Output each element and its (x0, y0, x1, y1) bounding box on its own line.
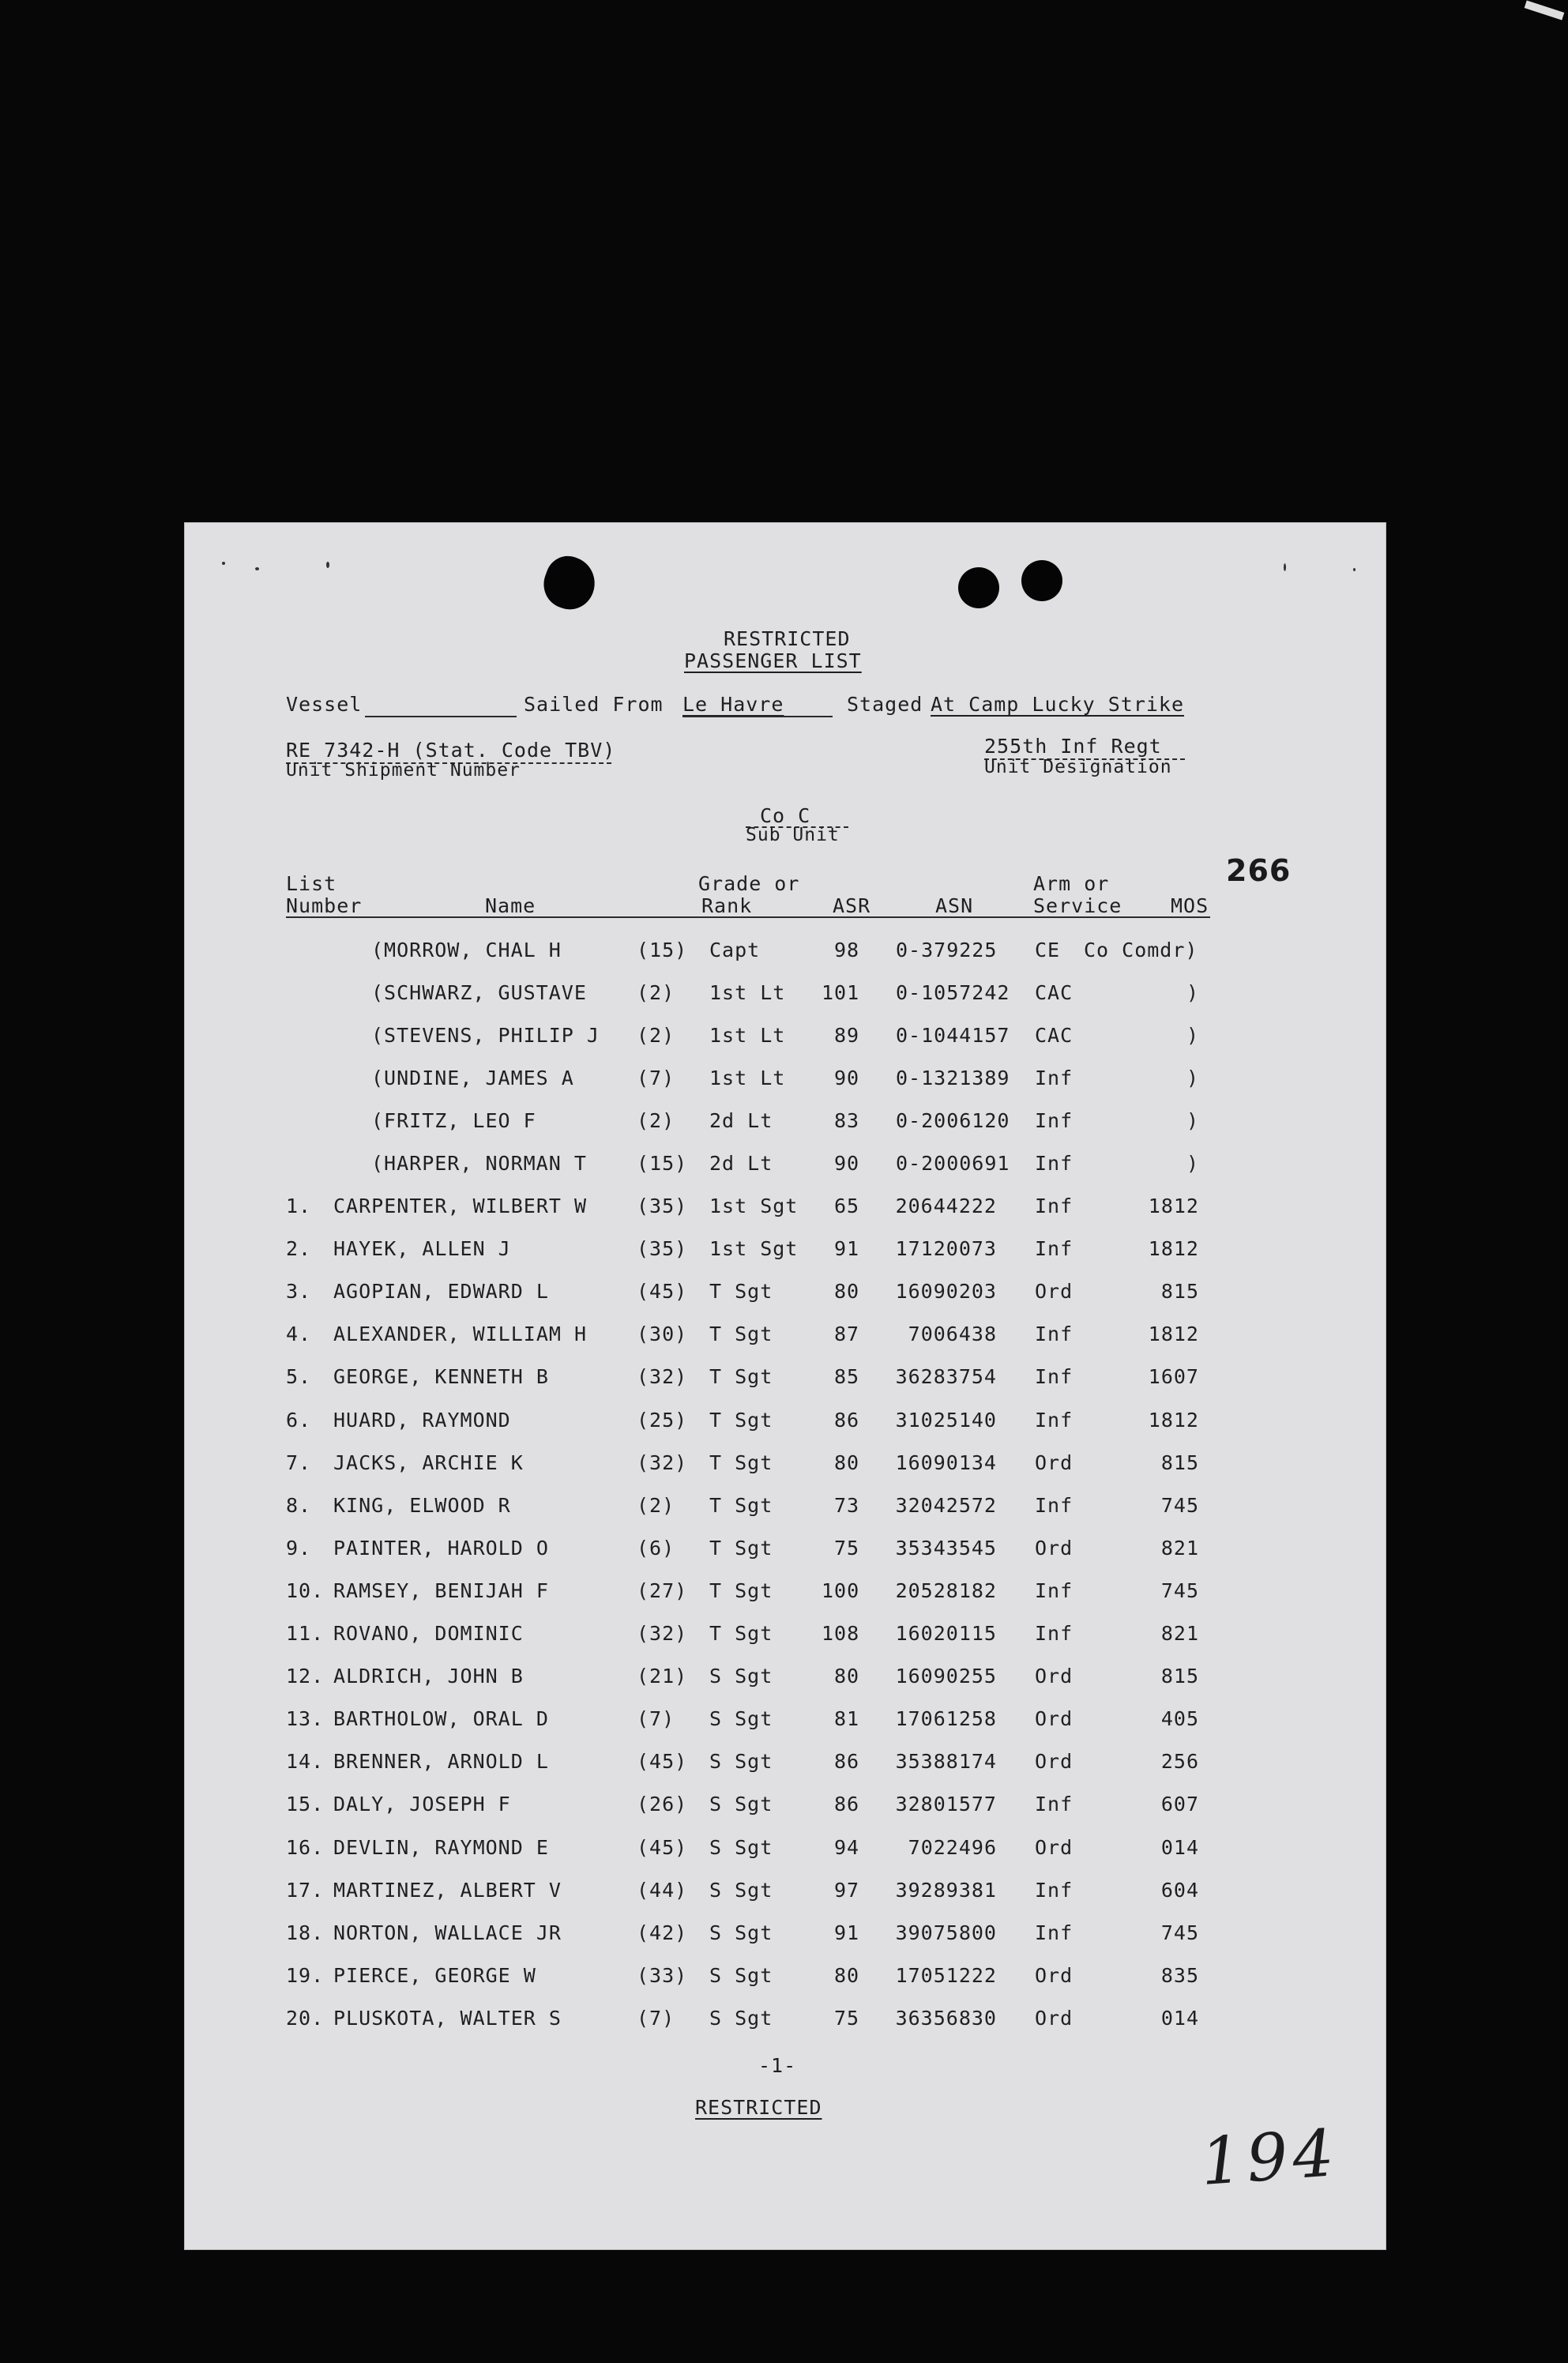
officer-name: (MORROW, CHAL H (371, 939, 562, 961)
enlisted-number: 13. (286, 1707, 325, 1731)
enlisted-asr: 80 (834, 1451, 860, 1474)
officer-asn: 0-1044157 (896, 1024, 1010, 1047)
unit-shipment-number: RE 7342-H (Stat. Code TBV) (286, 739, 616, 762)
officer-mos: ) (1186, 1152, 1200, 1175)
enlisted-rank: S Sgt (709, 1665, 773, 1688)
enlisted-name: RAMSEY, BENIJAH F (333, 1578, 549, 1602)
enlisted-row (0, 1494, 1568, 1526)
enlisted-asn: 16020115 (895, 1622, 997, 1645)
sub-unit-value: Co C (760, 804, 811, 827)
enlisted-asr: 80 (834, 1665, 860, 1688)
enlisted-asr: 73 (834, 1493, 860, 1517)
enlisted-mos: 607 (1160, 1793, 1199, 1816)
officer-name: (STEVENS, PHILIP J (371, 1024, 600, 1047)
enlisted-name: DALY, JOSEPH F (333, 1793, 511, 1816)
officer-row (0, 981, 1568, 1013)
officer-mos: ) (1186, 1067, 1200, 1089)
officer-asr: 98 (834, 939, 860, 961)
officer-row (0, 939, 1568, 970)
enlisted-code: (21) (637, 1665, 688, 1688)
enlisted-mos: 745 (1160, 1493, 1199, 1517)
officer-name: (HARPER, NORMAN T (371, 1152, 587, 1175)
enlisted-asr: 65 (834, 1195, 860, 1217)
enlisted-row (0, 1836, 1568, 1868)
enlisted-arm: Inf (1035, 1793, 1074, 1816)
enlisted-asr: 100 (822, 1578, 860, 1602)
enlisted-asr: 91 (834, 1237, 860, 1261)
col-rank: Rank (701, 894, 753, 917)
officer-row (0, 1067, 1568, 1098)
officer-asn: 0-2006120 (896, 1109, 1010, 1132)
enlisted-mos: 1812 (1148, 1237, 1199, 1261)
enlisted-rank: T Sgt (709, 1365, 773, 1389)
enlisted-name: AGOPIAN, EDWARD L (333, 1280, 549, 1304)
officer-code: (2) (637, 1024, 675, 1047)
punch-hole-right (1021, 560, 1062, 601)
enlisted-name: PLUSKOTA, WALTER S (333, 2006, 562, 2030)
col-name: Name (485, 894, 536, 917)
unit-designation: 255th Inf Regt (984, 735, 1162, 758)
enlisted-arm: Ord (1035, 1750, 1074, 1774)
enlisted-asr: 86 (834, 1750, 860, 1774)
col-number: Number (286, 894, 363, 917)
officer-row (0, 1024, 1568, 1055)
enlisted-row (0, 1707, 1568, 1739)
enlisted-number: 20. (286, 2006, 325, 2030)
enlisted-mos: 821 (1160, 1536, 1199, 1560)
enlisted-rank: S Sgt (709, 1793, 773, 1816)
enlisted-row (0, 1365, 1568, 1397)
enlisted-asn: 20528182 (895, 1578, 997, 1602)
enlisted-asr: 75 (834, 1536, 860, 1560)
officer-asr: 90 (834, 1152, 860, 1175)
enlisted-rank: S Sgt (709, 1921, 773, 1944)
enlisted-row (0, 1537, 1568, 1568)
staged-value: At Camp Lucky Strike (931, 693, 1185, 716)
enlisted-row (0, 2007, 1568, 2038)
enlisted-arm: Inf (1035, 1493, 1074, 1517)
officer-code: (7) (637, 1067, 675, 1089)
officer-asn: 0-1321389 (896, 1067, 1010, 1089)
corner-scratch (1525, 1, 1565, 21)
enlisted-rank: S Sgt (709, 2006, 773, 2030)
enlisted-code: (44) (637, 1878, 688, 1902)
enlisted-asn: 36356830 (895, 2006, 997, 2030)
enlisted-arm: Inf (1035, 1921, 1074, 1944)
officer-code: (15) (637, 939, 688, 961)
enlisted-arm: Inf (1035, 1195, 1074, 1217)
punch-hole-center (958, 567, 999, 608)
enlisted-number: 4. (286, 1323, 312, 1346)
enlisted-asn: 32042572 (895, 1493, 997, 1517)
enlisted-arm: Ord (1035, 1707, 1074, 1731)
enlisted-mos: 745 (1160, 1578, 1199, 1602)
enlisted-rank: T Sgt (709, 1408, 773, 1432)
unit-shipment-label: Unit Shipment Number (286, 760, 521, 781)
enlisted-code: (32) (637, 1622, 688, 1645)
enlisted-asn: 32801577 (895, 1793, 997, 1816)
enlisted-mos: 014 (1160, 2006, 1199, 2030)
enlisted-arm: Inf (1035, 1237, 1074, 1261)
enlisted-arm: Inf (1035, 1578, 1074, 1602)
enlisted-arm: Inf (1035, 1622, 1074, 1645)
enlisted-row (0, 1409, 1568, 1440)
enlisted-number: 19. (286, 1963, 325, 1987)
page-number: -1- (758, 2054, 797, 2077)
enlisted-name: CARPENTER, WILBERT W (333, 1195, 588, 1217)
enlisted-name: NORTON, WALLACE JR (333, 1921, 562, 1944)
col-asr: ASR (833, 894, 871, 917)
enlisted-asn: 20644222 (895, 1195, 997, 1217)
enlisted-rank: S Sgt (709, 1835, 773, 1859)
enlisted-code: (30) (637, 1323, 688, 1346)
enlisted-row (0, 1879, 1568, 1910)
officer-rank: 2d Lt (709, 1109, 773, 1132)
enlisted-asn: 16090255 (895, 1665, 997, 1688)
enlisted-arm: Ord (1035, 1835, 1074, 1859)
enlisted-number: 11. (286, 1622, 325, 1645)
enlisted-code: (25) (637, 1408, 688, 1432)
enlisted-mos: 1812 (1148, 1195, 1199, 1217)
enlisted-rank: T Sgt (709, 1493, 773, 1517)
enlisted-name: DEVLIN, RAYMOND E (333, 1835, 549, 1859)
enlisted-asr: 86 (834, 1408, 860, 1432)
enlisted-asn: 35388174 (895, 1750, 997, 1774)
punch-hole-left (537, 550, 603, 616)
enlisted-asr: 87 (834, 1323, 860, 1346)
enlisted-name: PIERCE, GEORGE W (333, 1963, 536, 1987)
enlisted-name: HAYEK, ALLEN J (333, 1237, 511, 1261)
enlisted-asr: 91 (834, 1921, 860, 1944)
enlisted-asr: 86 (834, 1793, 860, 1816)
officer-asr: 101 (822, 981, 860, 1004)
enlisted-mos: 1812 (1148, 1323, 1199, 1346)
enlisted-name: KING, ELWOOD R (333, 1493, 511, 1517)
enlisted-asr: 80 (834, 1963, 860, 1987)
enlisted-row (0, 1579, 1568, 1611)
enlisted-asr: 85 (834, 1365, 860, 1389)
sailed-from-value: Le Havre (682, 693, 784, 716)
enlisted-code: (35) (637, 1195, 688, 1217)
col-asn: ASN (935, 894, 974, 917)
enlisted-mos: 1607 (1148, 1365, 1199, 1389)
footer-restricted: RESTRICTED (695, 2096, 822, 2119)
enlisted-row (0, 1280, 1568, 1311)
enlisted-asn: 7006438 (908, 1323, 997, 1346)
speck (255, 567, 259, 570)
enlisted-asr: 94 (834, 1835, 860, 1859)
enlisted-number: 6. (286, 1408, 312, 1432)
enlisted-asr: 108 (822, 1622, 860, 1645)
officer-arm: Inf (1035, 1109, 1074, 1132)
enlisted-number: 14. (286, 1750, 325, 1774)
enlisted-number: 10. (286, 1578, 325, 1602)
officer-asn: 0-379225 (896, 939, 998, 961)
enlisted-asn: 31025140 (895, 1408, 997, 1432)
speck (326, 562, 329, 568)
enlisted-number: 5. (286, 1365, 312, 1389)
enlisted-asn: 16090203 (895, 1280, 997, 1304)
officer-rank: 2d Lt (709, 1152, 773, 1175)
enlisted-row (0, 1451, 1568, 1483)
enlisted-number: 12. (286, 1665, 325, 1688)
enlisted-number: 18. (286, 1921, 325, 1944)
enlisted-arm: Ord (1035, 1280, 1074, 1304)
officer-asn: 0-2000691 (896, 1152, 1010, 1175)
enlisted-mos: 405 (1160, 1707, 1199, 1731)
enlisted-asn: 39075800 (895, 1921, 997, 1944)
enlisted-rank: T Sgt (709, 1578, 773, 1602)
enlisted-rank: T Sgt (709, 1280, 773, 1304)
officer-arm: Inf (1035, 1067, 1074, 1089)
enlisted-asn: 39289381 (895, 1878, 997, 1902)
enlisted-number: 17. (286, 1878, 325, 1902)
enlisted-rank: 1st Sgt (709, 1195, 799, 1217)
enlisted-row (0, 1793, 1568, 1824)
officer-row (0, 1109, 1568, 1141)
sailed-from-label: Sailed From (524, 693, 664, 716)
enlisted-code: (45) (637, 1835, 688, 1859)
enlisted-code: (32) (637, 1451, 688, 1474)
officer-name: (FRITZ, LEO F (371, 1109, 536, 1132)
enlisted-asn: 35343545 (895, 1536, 997, 1560)
enlisted-code: (7) (637, 1707, 675, 1731)
officer-name: (UNDINE, JAMES A (371, 1067, 574, 1089)
officer-code: (2) (637, 981, 675, 1004)
unit-designation-label: Unit Designation (984, 757, 1172, 777)
enlisted-rank: S Sgt (709, 1878, 773, 1902)
col-service: Service (1033, 894, 1122, 917)
enlisted-code: (32) (637, 1365, 688, 1389)
enlisted-mos: 815 (1160, 1451, 1199, 1474)
col-list: List (286, 872, 337, 895)
officer-rank: Capt (709, 939, 761, 961)
staged-label: Staged (847, 693, 923, 716)
enlisted-arm: Ord (1035, 1963, 1074, 1987)
enlisted-row (0, 1665, 1568, 1696)
enlisted-name: ALDRICH, JOHN B (333, 1665, 524, 1688)
officer-asr: 83 (834, 1109, 860, 1132)
enlisted-asr: 75 (834, 2006, 860, 2030)
officer-code: (15) (637, 1152, 688, 1175)
enlisted-code: (45) (637, 1750, 688, 1774)
enlisted-arm: Inf (1035, 1878, 1074, 1902)
officer-arm: CAC (1035, 981, 1074, 1004)
officer-asr: 89 (834, 1024, 860, 1047)
enlisted-rank: S Sgt (709, 1750, 773, 1774)
enlisted-mos: 835 (1160, 1963, 1199, 1987)
enlisted-mos: 815 (1160, 1280, 1199, 1304)
enlisted-number: 15. (286, 1793, 325, 1816)
enlisted-number: 2. (286, 1237, 312, 1261)
enlisted-code: (33) (637, 1963, 688, 1987)
enlisted-arm: Inf (1035, 1323, 1074, 1346)
enlisted-asn: 17120073 (895, 1237, 997, 1261)
enlisted-code: (26) (637, 1793, 688, 1816)
enlisted-number: 7. (286, 1451, 312, 1474)
officer-rank: 1st Lt (709, 1067, 786, 1089)
officer-name: (SCHWARZ, GUSTAVE (371, 981, 587, 1004)
enlisted-arm: Ord (1035, 1451, 1074, 1474)
officer-row (0, 1152, 1568, 1183)
officer-mos: Co Comdr) (1084, 939, 1198, 961)
enlisted-name: MARTINEZ, ALBERT V (333, 1878, 562, 1902)
enlisted-code: (2) (637, 1493, 675, 1517)
enlisted-asn: 17061258 (895, 1707, 997, 1731)
enlisted-row (0, 1921, 1568, 1953)
enlisted-code: (42) (637, 1921, 688, 1944)
enlisted-mos: 745 (1160, 1921, 1199, 1944)
enlisted-code: (6) (637, 1536, 675, 1560)
enlisted-name: HUARD, RAYMOND (333, 1408, 511, 1432)
col-grade: Grade or (698, 872, 800, 895)
officer-code: (2) (637, 1109, 675, 1132)
enlisted-mos: 256 (1160, 1750, 1199, 1774)
enlisted-asn: 16090134 (895, 1451, 997, 1474)
enlisted-mos: 821 (1160, 1622, 1199, 1645)
enlisted-arm: Ord (1035, 1665, 1074, 1688)
enlisted-rank: S Sgt (709, 1707, 773, 1731)
officer-asr: 90 (834, 1067, 860, 1089)
speck (1353, 568, 1356, 571)
enlisted-number: 3. (286, 1280, 312, 1304)
enlisted-arm: Inf (1035, 1408, 1074, 1432)
enlisted-row (0, 1323, 1568, 1354)
speck (1284, 563, 1286, 571)
sub-unit-label: Sub Unit (746, 825, 840, 845)
enlisted-code: (45) (637, 1280, 688, 1304)
enlisted-name: BRENNER, ARNOLD L (333, 1750, 549, 1774)
enlisted-number: 8. (286, 1493, 312, 1517)
sailed-from-blank (682, 716, 833, 717)
enlisted-rank: T Sgt (709, 1536, 773, 1560)
enlisted-row (0, 1237, 1568, 1269)
enlisted-name: ALEXANDER, WILLIAM H (333, 1323, 588, 1346)
enlisted-name: BARTHOLOW, ORAL D (333, 1707, 549, 1731)
enlisted-row (0, 1750, 1568, 1782)
enlisted-name: ROVANO, DOMINIC (333, 1622, 524, 1645)
enlisted-asr: 81 (834, 1707, 860, 1731)
enlisted-row (0, 1964, 1568, 1996)
handwritten-page-number: 194 (1198, 2116, 1341, 2200)
enlisted-name: GEORGE, KENNETH B (333, 1365, 549, 1389)
officer-mos: ) (1186, 1109, 1200, 1132)
enlisted-code: (7) (637, 2006, 675, 2030)
enlisted-number: 16. (286, 1835, 325, 1859)
officer-mos: ) (1186, 1024, 1200, 1047)
enlisted-code: (35) (637, 1237, 688, 1261)
enlisted-rank: S Sgt (709, 1963, 773, 1987)
col-arm: Arm or (1033, 872, 1110, 895)
enlisted-mos: 014 (1160, 1835, 1199, 1859)
officer-asn: 0-1057242 (896, 981, 1010, 1004)
officer-arm: Inf (1035, 1152, 1074, 1175)
enlisted-rank: 1st Sgt (709, 1237, 799, 1261)
enlisted-rank: T Sgt (709, 1622, 773, 1645)
officer-arm: CAC (1035, 1024, 1074, 1047)
passenger-list-title: PASSENGER LIST (684, 649, 862, 672)
enlisted-asr: 97 (834, 1878, 860, 1902)
enlisted-mos: 815 (1160, 1665, 1199, 1688)
enlisted-row (0, 1195, 1568, 1226)
stamp-number: 266 (1226, 853, 1292, 888)
enlisted-mos: 1812 (1148, 1408, 1199, 1432)
enlisted-arm: Ord (1035, 1536, 1074, 1560)
enlisted-arm: Inf (1035, 1365, 1074, 1389)
enlisted-code: (27) (637, 1578, 688, 1602)
enlisted-rank: T Sgt (709, 1323, 773, 1346)
enlisted-name: PAINTER, HAROLD O (333, 1536, 549, 1560)
officer-mos: ) (1186, 981, 1200, 1004)
enlisted-name: JACKS, ARCHIE K (333, 1451, 524, 1474)
enlisted-rank: T Sgt (709, 1451, 773, 1474)
col-mos: MOS (1171, 894, 1209, 917)
enlisted-asn: 17051222 (895, 1963, 997, 1987)
vessel-blank (365, 716, 517, 717)
enlisted-arm: Ord (1035, 2006, 1074, 2030)
restricted-title: RESTRICTED (724, 627, 851, 650)
header-rule (286, 916, 1210, 918)
enlisted-asr: 80 (834, 1280, 860, 1304)
officer-arm: CE (1035, 939, 1061, 961)
enlisted-row (0, 1622, 1568, 1654)
enlisted-asn: 36283754 (895, 1365, 997, 1389)
vessel-label: Vessel (286, 693, 363, 716)
speck (222, 562, 225, 565)
enlisted-number: 1. (286, 1195, 312, 1217)
enlisted-mos: 604 (1160, 1878, 1199, 1902)
enlisted-number: 9. (286, 1536, 312, 1560)
officer-rank: 1st Lt (709, 981, 786, 1004)
officer-rank: 1st Lt (709, 1024, 786, 1047)
enlisted-asn: 7022496 (908, 1835, 997, 1859)
